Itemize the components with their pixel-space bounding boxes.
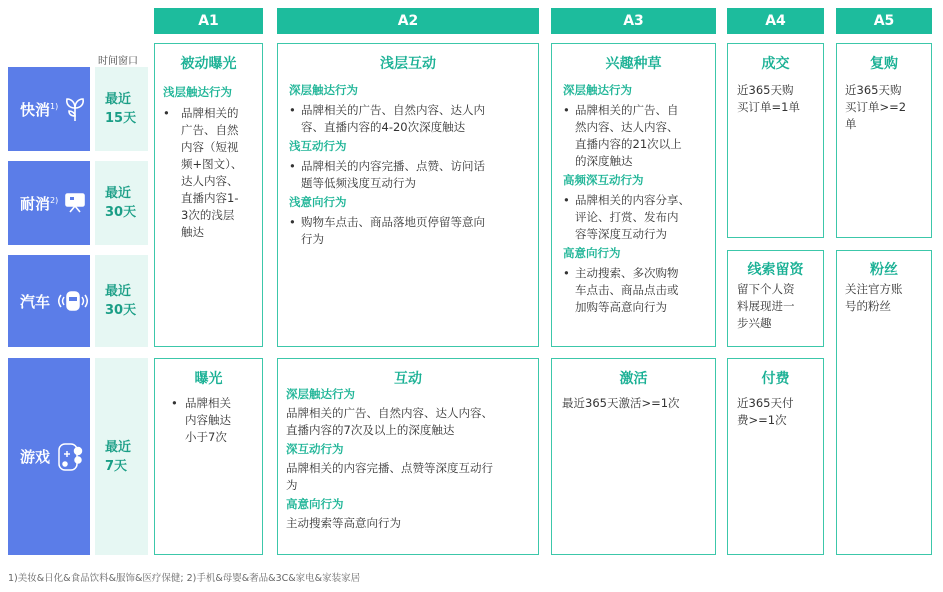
box-interest-seeding	[551, 43, 716, 347]
sprout-icon	[64, 96, 86, 122]
box-text: 近365天购 买订单=1单	[737, 83, 800, 114]
box-title: 激活	[619, 371, 648, 387]
box-title: 成交	[761, 56, 790, 72]
time-window-durables: 最近 30天	[95, 161, 148, 245]
section-label: 高意向行为	[286, 497, 344, 511]
time-window-auto: 最近 30天	[95, 255, 148, 347]
category-name: 耐消$^{2)}$	[20, 194, 59, 213]
box-interaction	[277, 358, 539, 555]
column-header-a2: A2	[277, 8, 539, 34]
box-title: 复购	[870, 56, 898, 72]
section-label: 浅互动行为	[289, 139, 347, 153]
section-label: 浅层触达行为	[163, 85, 232, 99]
box-lead-capture	[727, 250, 824, 347]
box-title: 兴趣种草	[605, 56, 662, 72]
bullet-item: • 品牌相关 内容触达 小于7次	[171, 395, 261, 446]
time-window-fmcg: 最近 15天	[95, 67, 148, 151]
box-title: 付费	[761, 371, 790, 387]
category-name: 游戏	[20, 448, 51, 466]
box-title: 浅层互动	[380, 56, 436, 72]
box-passive-exposure	[154, 43, 263, 347]
monitor-icon	[64, 191, 86, 215]
category-fmcg	[8, 67, 90, 151]
column-header-a3: A3	[551, 8, 716, 34]
box-shallow-interaction	[277, 43, 539, 347]
bullet-item: • 品牌相关的 广告、自然 内容（短视 频+图文）、 达人内容、 直播内容1- 3次的浅层 触达	[163, 105, 259, 241]
category-auto	[8, 255, 90, 347]
box-title: 粉丝	[870, 262, 898, 278]
section-label: 深层触达行为	[289, 83, 358, 97]
box-text: 近365天购 买订单>=2 单	[845, 83, 907, 131]
box-text: 近365天付 费>=1次	[737, 396, 794, 427]
column-header-a1: A1	[154, 8, 263, 34]
car-signal-icon	[56, 289, 90, 313]
footnote: 1)美妆&日化&食品饮料&服饰&医疗保健; 2)手机&母婴&奢品&3C&家电&家装家居	[8, 573, 361, 584]
section-text: 品牌相关的广告、自然内容、达人内容、 直播内容的7次及以上的深度触达	[286, 406, 493, 437]
section-text: 主动搜索等高意向行为	[286, 516, 401, 530]
box-transaction	[727, 43, 824, 238]
bullet-item: • 品牌相关的广告、自然内容、达人内 容、直播内容的4-20次深度触达	[289, 102, 533, 136]
box-text: 最近365天激活>=1次	[562, 396, 680, 410]
box-followers	[836, 250, 932, 555]
section-label: 高意向行为	[563, 246, 621, 260]
category-durables	[8, 161, 90, 245]
column-header-a4: A4	[727, 8, 824, 34]
box-payment	[727, 358, 824, 555]
box-title: 线索留资	[747, 262, 804, 278]
bullet-item: • 主动搜索、多次购物 车点击、商品点击或 加购等高意向行为	[563, 265, 713, 316]
column-header-a5: A5	[836, 8, 932, 34]
time-window-label: 时间窗口	[98, 56, 138, 67]
time-window-games: 最近 7天	[95, 358, 148, 555]
section-label: 深互动行为	[286, 442, 344, 456]
section-label: 高频深互动行为	[563, 173, 644, 187]
bullet-item: • 购物车点击、商品落地页停留等意向 行为	[289, 214, 533, 248]
section-text: 品牌相关的内容完播、点赞等深度互动行 为	[286, 461, 493, 492]
box-title: 互动	[394, 371, 422, 387]
bullet-item: • 品牌相关的广告、自 然内容、达人内容、 直播内容的21次以上 的深度触达	[563, 102, 713, 170]
box-title: 曝光	[194, 371, 223, 387]
box-exposure	[154, 358, 263, 555]
box-text: 关注官方账 号的粉丝	[845, 282, 903, 313]
section-label: 浅意向行为	[289, 195, 347, 209]
bullet-item: • 品牌相关的内容分享、 评论、打赏、发布内 容等深度互动行为	[563, 192, 713, 243]
gamepad-icon	[56, 442, 84, 472]
box-title: 被动曝光	[180, 56, 237, 72]
section-label: 深层触达行为	[286, 387, 355, 401]
bullet-item: • 品牌相关的内容完播、点赞、访问话 题等低频浅度互动行为	[289, 158, 533, 192]
box-repurchase	[836, 43, 932, 238]
category-name: 汽车	[20, 292, 51, 311]
section-label: 深层触达行为	[563, 83, 632, 97]
box-text: 留下个人资 料展现进一 步兴趣	[737, 282, 795, 330]
category-name: 快消$^{1)}$	[20, 100, 59, 119]
category-games	[8, 358, 90, 555]
box-activation	[551, 358, 716, 555]
